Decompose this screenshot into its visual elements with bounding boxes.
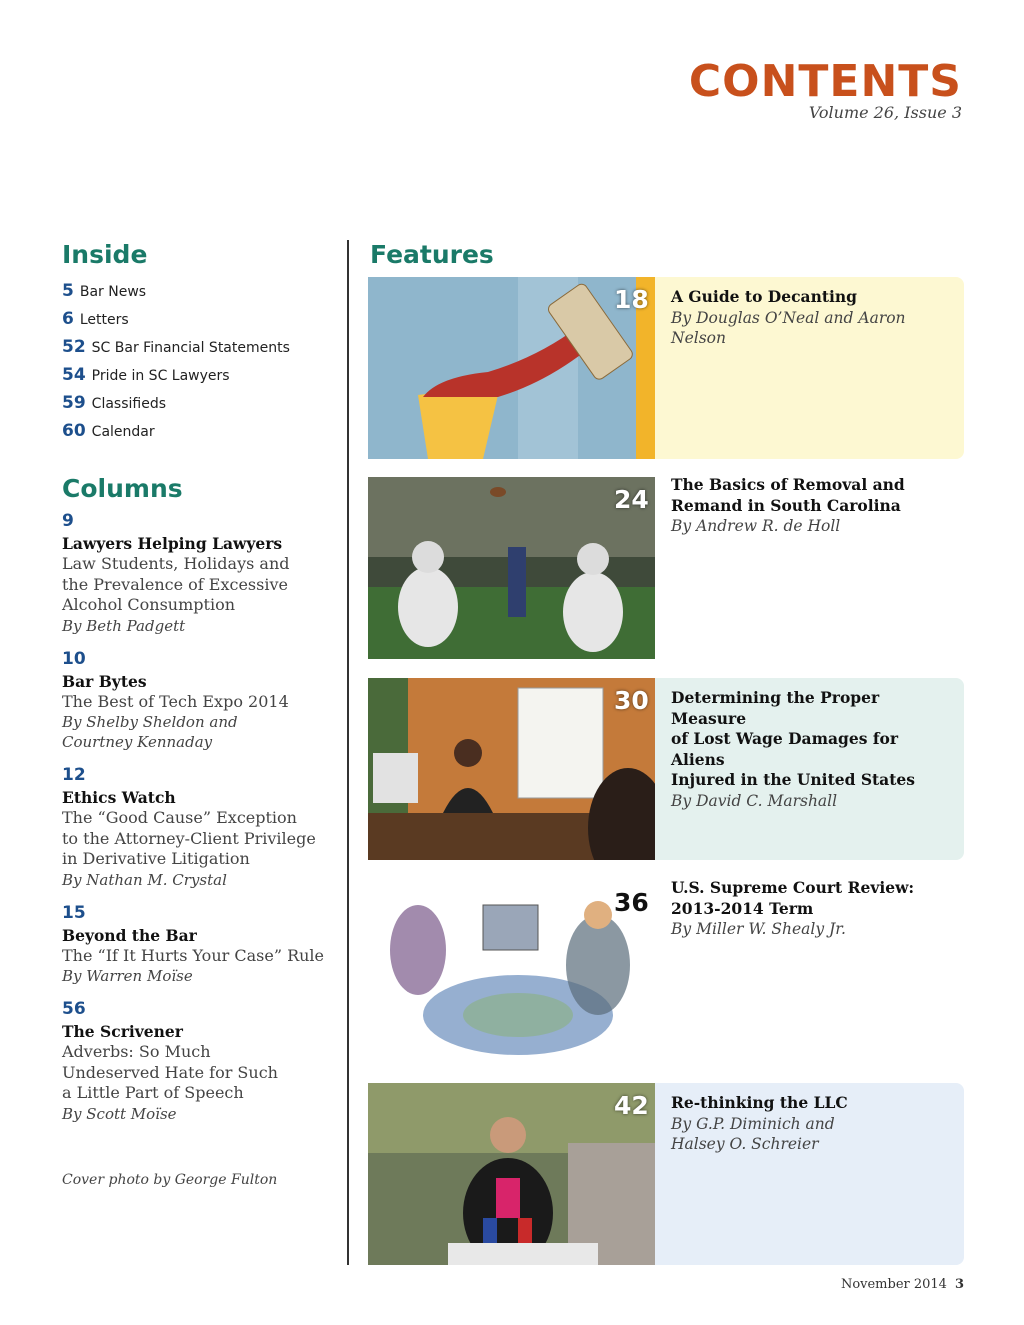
feature-page: 30 [614, 686, 649, 715]
column-desc-line: Adverbs: So Much [62, 1042, 211, 1061]
page-number: 3 [954, 1277, 964, 1292]
inside-list [62, 278, 332, 446]
feature-title: A Guide to Decanting [671, 287, 858, 306]
columns-heading: Columns [62, 474, 183, 503]
inside-item-label: Calendar [91, 424, 155, 440]
column-page: 9 [62, 511, 74, 531]
volume-issue: Volume 26, Issue 3 [808, 103, 962, 122]
feature-card[interactable] [368, 1083, 964, 1265]
feature-byline: Halsey O. Schreier [671, 1135, 819, 1153]
inside-item[interactable] [62, 418, 332, 446]
left-column [62, 240, 332, 1124]
feature-page: 36 [614, 888, 649, 917]
feature-card[interactable] [368, 880, 964, 1062]
feature-title: Determining the Proper Measure [671, 688, 880, 728]
decanting-image [368, 277, 655, 459]
football-image [368, 477, 655, 659]
issue-date: November 2014 [840, 1277, 947, 1292]
page-title: CONTENTS [688, 56, 962, 107]
inside-heading: Inside [62, 240, 148, 269]
feature-page: 24 [614, 485, 649, 514]
column-byline: By Beth Padgett [62, 616, 186, 635]
feature-byline: By G.P. Diminich and [671, 1114, 835, 1133]
feature-title: Remand in South Carolina [671, 495, 901, 515]
feature-title: U.S. Supreme Court Review: [671, 878, 915, 897]
contents-header [689, 58, 962, 122]
column-byline: Courtney Kennaday [62, 733, 213, 751]
column-divider [347, 240, 349, 1265]
inside-item-page: 5 [62, 281, 74, 301]
column-desc-line: to the Attorney-Client Privilege [62, 828, 316, 848]
inside-item[interactable] [62, 390, 332, 418]
column-entry[interactable] [62, 510, 332, 636]
feature-byline: By Andrew R. de Holl [671, 517, 841, 535]
inside-item-label: SC Bar Financial Statements [91, 340, 290, 356]
inside-item[interactable] [62, 306, 332, 334]
column-title: Bar Bytes [62, 671, 147, 691]
inside-item[interactable] [62, 278, 332, 306]
column-desc-line: a Little Part of Speech [62, 1083, 244, 1102]
feature-byline: By Douglas O’Neal and Aaron Nelson [671, 308, 906, 347]
feature-card[interactable] [368, 477, 964, 659]
column-byline: By Shelby Sheldon and [62, 713, 238, 731]
feature-page: 18 [614, 285, 649, 314]
feature-card[interactable] [368, 678, 964, 860]
column-page: 56 [62, 999, 86, 1019]
column-entry[interactable] [62, 764, 332, 890]
inside-item[interactable] [62, 362, 332, 390]
feature-text [671, 475, 956, 537]
column-page: 12 [62, 765, 86, 785]
inside-item-label: Pride in SC Lawyers [91, 368, 230, 384]
column-title: Beyond the Bar [62, 925, 197, 945]
inside-item-page: 59 [62, 393, 86, 413]
column-desc-line: in Derivative Litigation [62, 849, 250, 868]
feature-text [671, 1093, 956, 1155]
feature-text [671, 878, 956, 940]
inside-item-label: Letters [79, 312, 129, 328]
feature-text [671, 688, 956, 811]
page-footer [841, 1277, 964, 1292]
column-byline: By Nathan M. Crystal [62, 870, 227, 889]
column-entry[interactable] [62, 648, 332, 753]
feature-page: 42 [614, 1091, 649, 1120]
feature-title: of Lost Wage Damages for Aliens [671, 729, 899, 769]
features-heading: Features [370, 240, 494, 269]
column-desc-line: Law Students, Holidays and [62, 554, 290, 573]
column-byline: By Warren Moïse [62, 967, 193, 985]
column-desc-line: The “Good Cause” Exception [62, 808, 297, 827]
feature-title: Injured in the United States [671, 770, 915, 789]
feature-title: Re-thinking the LLC [671, 1093, 848, 1112]
column-title: Ethics Watch [62, 788, 176, 807]
feature-title: 2013-2014 Term [671, 898, 814, 918]
column-desc-line: The “If It Hurts Your Case” Rule [62, 945, 325, 965]
courtroom-presentation-image [368, 678, 655, 860]
feature-text [671, 287, 956, 349]
column-desc-line: The Best of Tech Expo 2014 [62, 691, 289, 711]
inside-item-page: 52 [62, 337, 86, 357]
column-entry[interactable] [62, 902, 332, 987]
feature-title: The Basics of Removal and [671, 475, 905, 494]
column-desc-line: Alcohol Consumption [62, 595, 235, 614]
inside-item-page: 60 [62, 421, 86, 441]
column-page: 15 [62, 902, 86, 923]
inside-item[interactable] [62, 334, 332, 362]
inside-item-page: 6 [62, 309, 74, 329]
column-byline: By Scott Moïse [62, 1104, 177, 1123]
column-title: Lawyers Helping Lawyers [62, 534, 283, 553]
feature-byline: By Miller W. Shealy Jr. [671, 920, 846, 938]
column-desc-line: Undeserved Hate for Such [62, 1062, 278, 1082]
column-title: The Scrivener [62, 1022, 183, 1041]
column-desc-line: the Prevalence of Excessive [62, 574, 288, 594]
feature-card[interactable] [368, 277, 964, 459]
casino-illustration-image [368, 880, 655, 1062]
feature-byline: By David C. Marshall [671, 791, 838, 810]
inside-item-page: 54 [62, 365, 86, 385]
column-entry[interactable] [62, 998, 332, 1124]
cover-photo-credit: Cover photo by George Fulton [62, 1172, 278, 1188]
inside-item-label: Classifieds [91, 396, 167, 412]
inside-item-label: Bar News [79, 284, 147, 300]
woman-presenting-image [368, 1083, 655, 1265]
column-page: 10 [62, 648, 86, 669]
